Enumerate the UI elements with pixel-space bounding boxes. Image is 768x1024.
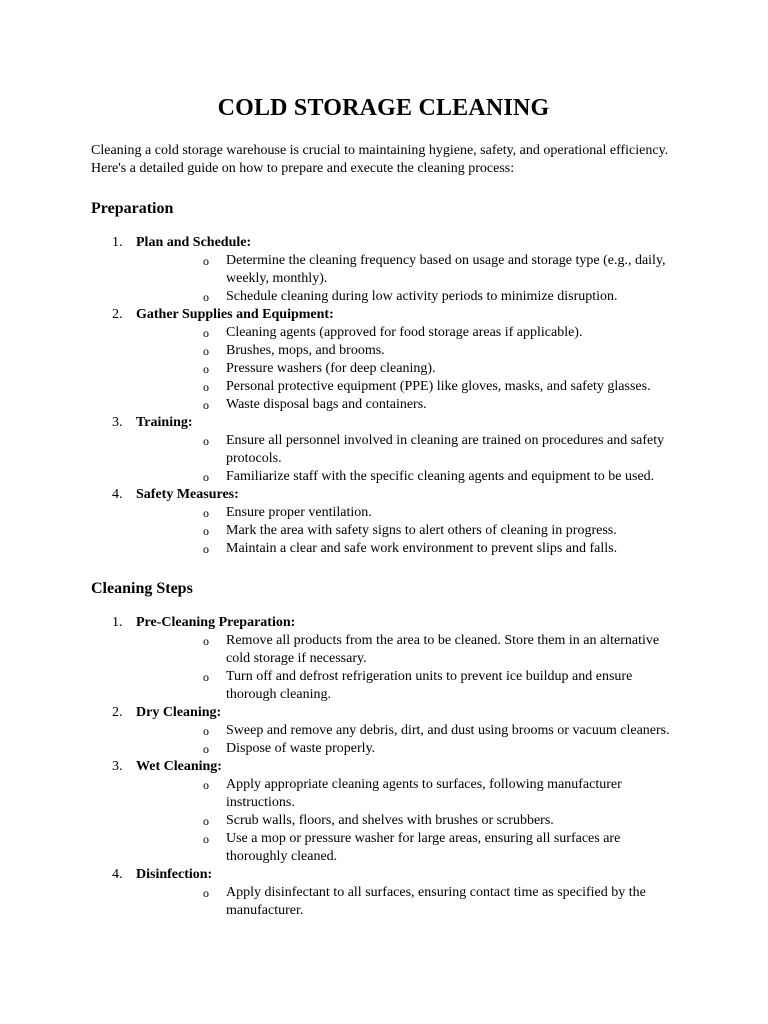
cleaning-steps-list <box>91 614 676 920</box>
sub-item-text: Familiarize staff with the specific cleaning agents and equipment to be used. <box>226 469 655 484</box>
sub-item <box>136 740 676 758</box>
step-title: Gather Supplies and Equipment: <box>136 307 334 322</box>
sub-item-text: Pressure washers (for deep cleaning). <box>226 361 436 376</box>
sub-item <box>136 776 676 812</box>
step-number: 3. <box>112 759 123 774</box>
sub-item-list <box>136 432 676 486</box>
sub-item <box>136 668 676 704</box>
sub-item-text: Scrub walls, floors, and shelves with brushes or scrubbers. <box>226 813 554 828</box>
circle-bullet-icon: o <box>203 542 209 556</box>
circle-bullet-icon: o <box>203 778 209 792</box>
circle-bullet-icon: o <box>203 886 209 900</box>
sub-item-text: Remove all products from the area to be cleaned. Store them in an alternative cold storage if necessary. <box>226 633 660 666</box>
sub-item-text: Personal protective equipment (PPE) like gloves, masks, and safety glasses. <box>226 379 651 394</box>
sub-item-list <box>136 252 676 306</box>
step-item <box>91 614 676 704</box>
document-title: COLD STORAGE CLEANING <box>217 95 550 121</box>
step-item <box>91 414 676 486</box>
sub-item <box>136 288 676 306</box>
circle-bullet-icon: o <box>203 398 209 412</box>
sub-item-list <box>136 884 676 920</box>
circle-bullet-icon: o <box>203 380 209 394</box>
circle-bullet-icon: o <box>203 326 209 340</box>
section-heading-preparation: Preparation <box>91 200 174 217</box>
sub-item <box>136 378 676 396</box>
sub-item-text: Ensure all personnel involved in cleaning are trained on procedures and safety protocols. <box>226 433 665 466</box>
sub-item-text: Determine the cleaning frequency based on usage and storage type (e.g., daily, weekly, monthly). <box>226 253 666 286</box>
sub-item-list <box>136 632 676 704</box>
step-number: 2. <box>112 705 123 720</box>
circle-bullet-icon: o <box>203 524 209 538</box>
sub-item-list <box>136 504 676 558</box>
sub-item-text: Brushes, mops, and brooms. <box>226 343 385 358</box>
step-title: Pre-Cleaning Preparation: <box>136 615 296 630</box>
sub-item-list <box>136 324 676 414</box>
circle-bullet-icon: o <box>203 254 209 268</box>
step-title: Dry Cleaning: <box>136 705 222 720</box>
sub-item-text: Dispose of waste properly. <box>226 741 376 756</box>
sub-item-text: Ensure proper ventilation. <box>226 505 372 520</box>
circle-bullet-icon: o <box>203 434 209 448</box>
sub-item-text: Mark the area with safety signs to alert others of cleaning in progress. <box>226 523 617 538</box>
sub-item <box>136 504 676 522</box>
sub-item-text: Apply disinfectant to all surfaces, ensuring contact time as specified by the manufacturer. <box>226 885 646 918</box>
sub-item <box>136 396 676 414</box>
sub-item-text: Use a mop or pressure washer for large areas, ensuring all surfaces are thoroughly cleaned. <box>226 831 621 864</box>
step-title: Plan and Schedule: <box>136 235 252 250</box>
circle-bullet-icon: o <box>203 670 209 684</box>
circle-bullet-icon: o <box>203 724 209 738</box>
step-item <box>91 704 676 758</box>
step-title: Safety Measures: <box>136 487 239 502</box>
sub-item-text: Schedule cleaning during low activity periods to minimize disruption. <box>226 289 618 304</box>
sub-item <box>136 632 676 668</box>
step-item <box>91 306 676 414</box>
circle-bullet-icon: o <box>203 290 209 304</box>
circle-bullet-icon: o <box>203 344 209 358</box>
sub-item <box>136 324 676 342</box>
step-title: Training: <box>136 415 193 430</box>
step-number: 2. <box>112 307 123 322</box>
sub-item <box>136 884 676 920</box>
step-item <box>91 234 676 306</box>
sub-item <box>136 432 676 468</box>
sub-item <box>136 722 676 740</box>
intro-paragraph: Cleaning a cold storage warehouse is crucial to maintaining hygiene, safety, and operational efficiency. Here's a detailed guide on how to prepare and execute the cleaning process: <box>91 143 669 176</box>
sub-item-text: Sweep and remove any debris, dirt, and dust using brooms or vacuum cleaners. <box>226 723 670 738</box>
preparation-steps-list <box>91 234 676 558</box>
circle-bullet-icon: o <box>203 814 209 828</box>
sub-item <box>136 812 676 830</box>
circle-bullet-icon: o <box>203 506 209 520</box>
sub-item <box>136 360 676 378</box>
step-number: 4. <box>112 487 123 502</box>
sub-item <box>136 540 676 558</box>
circle-bullet-icon: o <box>203 634 209 648</box>
step-number: 3. <box>112 415 123 430</box>
step-number: 1. <box>112 615 123 630</box>
step-title: Disinfection: <box>136 867 213 882</box>
sub-item-text: Apply appropriate cleaning agents to surfaces, following manufacturer instructions. <box>226 777 622 810</box>
sub-item-text: Cleaning agents (approved for food storage areas if applicable). <box>226 325 583 340</box>
step-title: Wet Cleaning: <box>136 759 222 774</box>
sub-item-text: Maintain a clear and safe work environment to prevent slips and falls. <box>226 541 618 556</box>
circle-bullet-icon: o <box>203 470 209 484</box>
sub-item <box>136 342 676 360</box>
step-item <box>91 866 676 920</box>
sub-item <box>136 252 676 288</box>
circle-bullet-icon: o <box>203 362 209 376</box>
sub-item <box>136 522 676 540</box>
step-number: 4. <box>112 867 123 882</box>
sub-item-list <box>136 776 676 866</box>
step-item <box>91 486 676 558</box>
sub-item-text: Turn off and defrost refrigeration units to prevent ice buildup and ensure thorough cleaning. <box>226 669 633 702</box>
sub-item <box>136 830 676 866</box>
sub-item-list <box>136 722 676 758</box>
sub-item <box>136 468 676 486</box>
circle-bullet-icon: o <box>203 832 209 846</box>
section-heading-cleaning-steps: Cleaning Steps <box>91 580 193 597</box>
circle-bullet-icon: o <box>203 742 209 756</box>
step-number: 1. <box>112 235 123 250</box>
sub-item-text: Waste disposal bags and containers. <box>226 397 427 412</box>
step-item <box>91 758 676 866</box>
